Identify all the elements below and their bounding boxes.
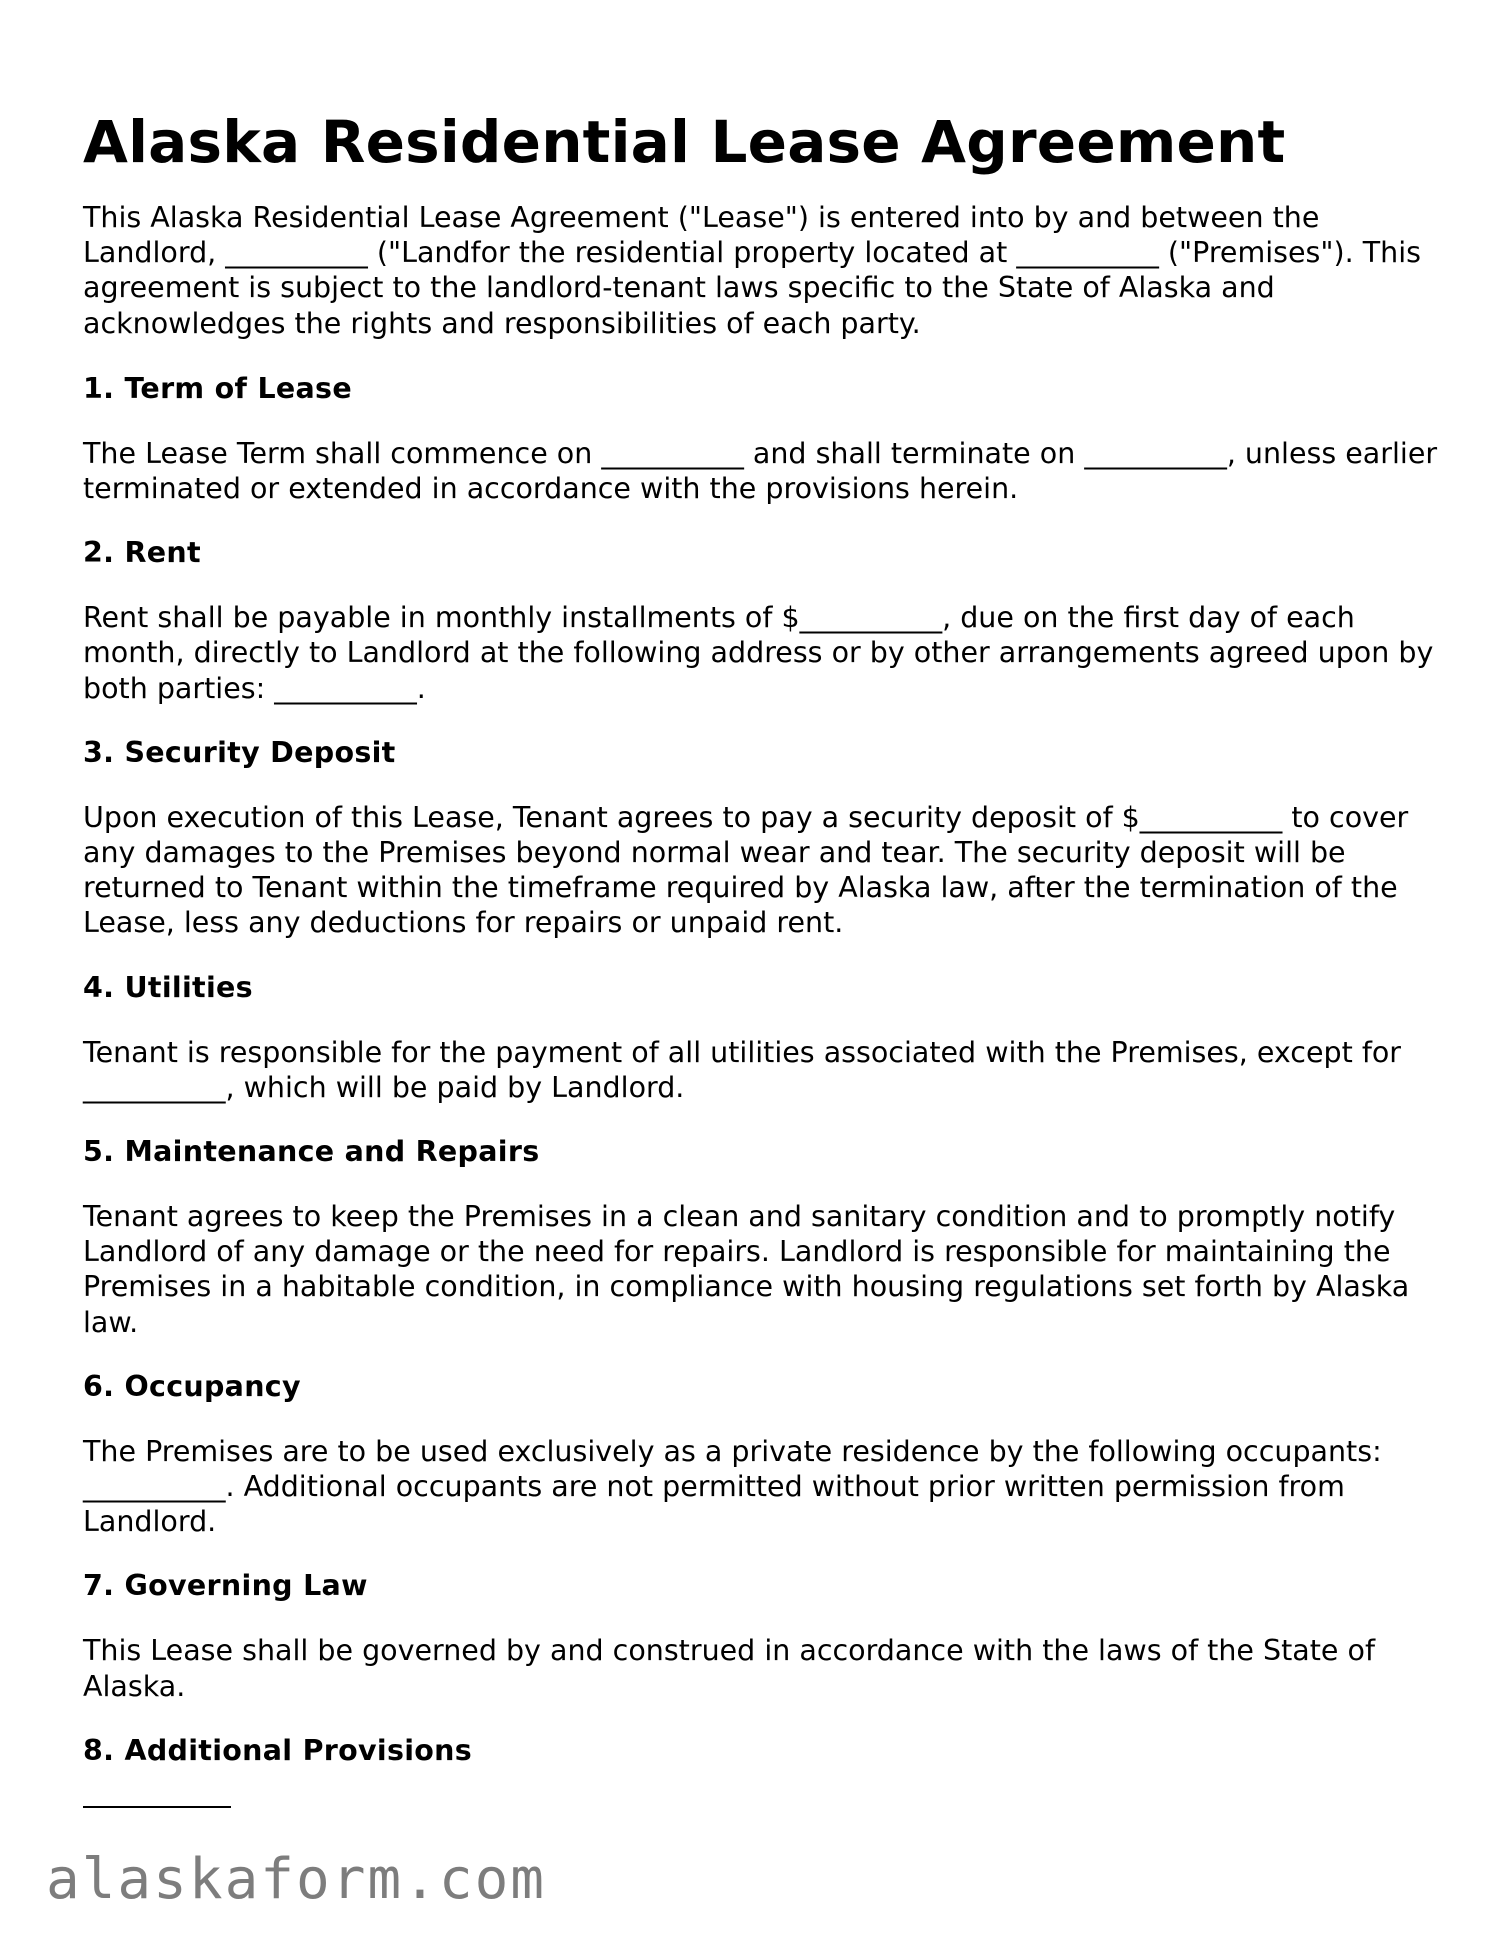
section-heading: 1. Term of Lease <box>83 371 352 405</box>
fill-in-blank-line <box>83 1806 231 1808</box>
section-term-of-lease <box>83 371 1443 506</box>
intro-paragraph: This Alaska Residential Lease Agreement ("Lease") is entered into by and between the Landlord, __________ ("Landfor the residential property located at __________ ("Premises"). This agreement is subject to the landlord-tenant laws specific to the State of Alaska and acknowledges the rights and responsibilities of each party. <box>83 201 1421 340</box>
section-body: Rent shall be payable in monthly installments of $__________, due on the first day of each month, directly to Landlord at the following address or by other arrangements agreed upon by both parties: __________. <box>83 601 1434 705</box>
section-body: Tenant agrees to keep the Premises in a clean and sanitary condition and to promptly notify Landlord of any damage or the need for repairs. Landlord is responsible for maintaining the Premises in a habitable condition, in compliance with housing regulations set forth by Alaska law. <box>83 1200 1410 1339</box>
section-additional-provisions <box>83 1733 1443 1768</box>
section-rent <box>83 535 1443 706</box>
watermark: alaskaform.com <box>46 1847 547 1912</box>
section-heading: 4. Utilities <box>83 970 253 1004</box>
section-occupancy <box>83 1369 1443 1540</box>
document-title: Alaska Residential Lease Agreement <box>83 108 1286 176</box>
section-heading: 6. Occupancy <box>83 1369 301 1403</box>
section-body: The Premises are to be used exclusively as a private residence by the following occupants: __________. Additional occupants are not permitted without prior written permission from Landlord. <box>83 1434 1382 1539</box>
section-security-deposit <box>83 735 1443 941</box>
section-heading: 8. Additional Provisions <box>83 1733 473 1767</box>
section-heading: 2. Rent <box>83 536 201 570</box>
section-body: Upon execution of this Lease, Tenant agrees to pay a security deposit of $__________ to cover any damages to the Premises beyond normal wear and tear. The security deposit will be returned to Tenant within the timeframe required by Alaska law, after the termination of the Lease, less any deductions for repairs or unpaid rent. <box>83 800 1409 940</box>
section-body: This Lease shall be governed by and construed in accordance with the laws of the State of Alaska. <box>83 1634 1375 1703</box>
section-body: Tenant is responsible for the payment of all utilities associated with the Premises, except for __________, which will be paid by Landlord. <box>83 1035 1402 1104</box>
section-maintenance-and-repairs <box>83 1134 1443 1340</box>
section-heading: 3. Security Deposit <box>83 735 396 769</box>
lease-document <box>83 100 1443 1798</box>
section-body: The Lease Term shall commence on __________ and shall terminate on __________, unless earlier terminated or extended in accordance with the provisions herein. <box>83 436 1438 506</box>
section-governing-law <box>83 1568 1443 1703</box>
section-heading: 5. Maintenance and Repairs <box>83 1135 540 1169</box>
section-heading: 7. Governing Law <box>83 1569 368 1603</box>
section-utilities <box>83 970 1443 1105</box>
